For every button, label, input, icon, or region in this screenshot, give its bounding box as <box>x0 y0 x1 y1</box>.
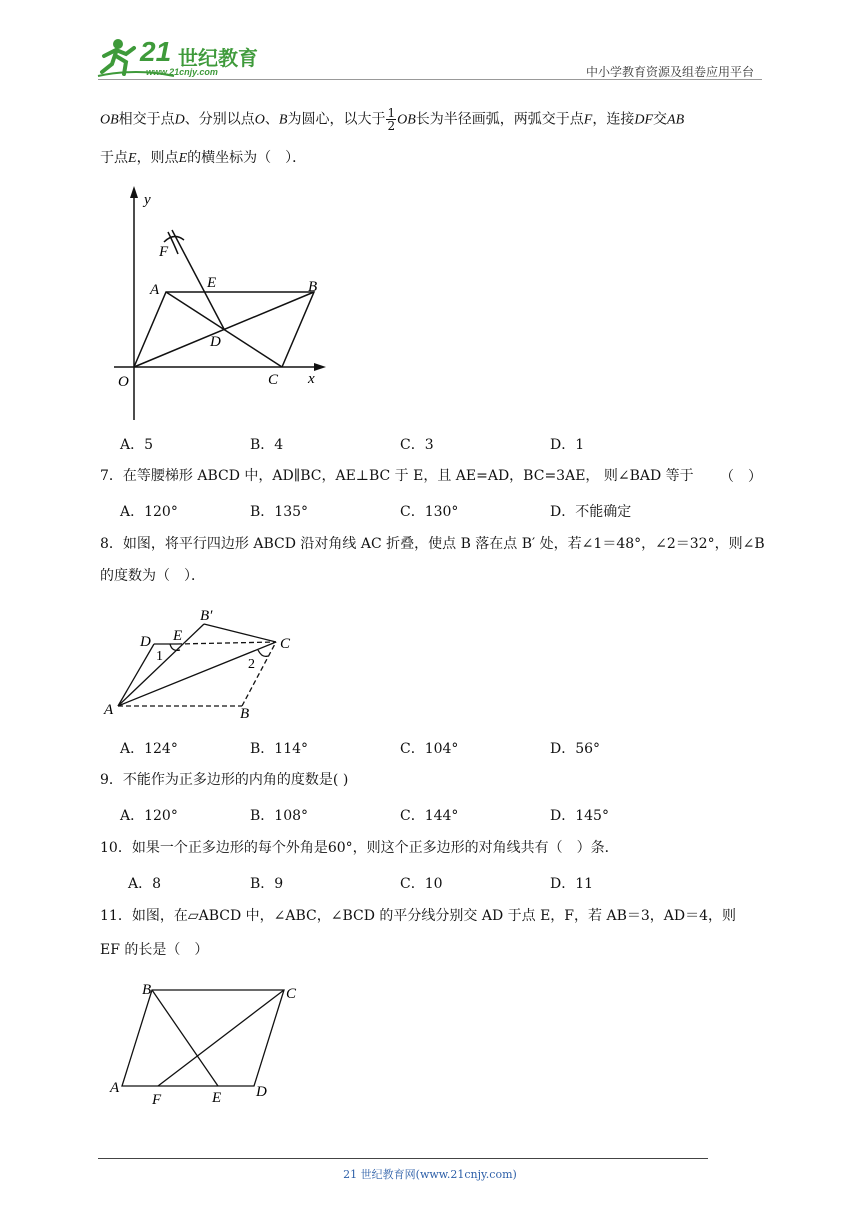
q11-line2: EF 的长是（ ） <box>100 942 209 958</box>
angle-1-label: 1 <box>156 649 163 664</box>
q10-text: 10．如果一个正多边形的每个外角是60°，则这个正多边形的对角线共有（ ）条． <box>100 840 619 856</box>
q8-line1: 8．如图，将平行四边形 ABCD 沿对角线 AC 折叠，使点 B 落在点 B′ 处，若∠1＝48°，∠2＝32°，则∠B <box>100 536 765 552</box>
q6-option-c[interactable]: C．3 <box>400 437 434 453</box>
q9-option-d[interactable]: D．145° <box>550 808 609 824</box>
label-A: A <box>104 702 114 718</box>
logo-url: www.21cnjy.com <box>146 67 218 77</box>
angle-2-label: 2 <box>248 657 255 672</box>
label-O: O <box>118 374 129 390</box>
q8-figure <box>100 600 310 725</box>
label-E: E <box>212 1090 222 1106</box>
q8-option-c[interactable]: C．104° <box>400 741 459 757</box>
q6-figure <box>110 184 340 424</box>
label-A: A <box>110 1080 120 1096</box>
label-F: F <box>152 1092 162 1108</box>
logo-number: 21 <box>140 36 172 67</box>
q7-option-a[interactable]: A．120° <box>120 504 178 520</box>
q6-option-a[interactable]: A．5 <box>120 437 154 453</box>
y-axis-label: y <box>144 192 151 208</box>
half-fraction: $\frac{1}{2}$ <box>387 106 396 133</box>
label-B: B <box>240 706 250 722</box>
label-B: B <box>308 279 318 295</box>
q9-text: 9．不能作为正多边形的内角的度数是( ) <box>100 772 349 788</box>
label-B: B <box>142 982 152 998</box>
footer-link[interactable]: 21 世纪教育网(www.21cnjy.com) <box>343 1168 517 1181</box>
q6-line1: OB相交于点D、分别以点O、B为圆心，以大于 $\frac{1}{2}$ OB长为半径画弧，两弧交于点F，连接DF交AB <box>100 106 685 133</box>
label-E: E <box>173 628 183 644</box>
q9-option-b[interactable]: B．108° <box>250 808 309 824</box>
q6-option-d[interactable]: D．1 <box>550 437 585 453</box>
header-divider <box>98 79 762 80</box>
q10-option-b[interactable]: B．9 <box>250 876 284 892</box>
q7-answer-bracket: （ ） <box>720 469 762 485</box>
q7-option-d[interactable]: D．不能确定 <box>550 504 632 520</box>
q10-option-a[interactable]: A．8 <box>128 876 162 892</box>
q7-text: 7．在等腰梯形 ABCD 中，AD∥BC，AE⊥BC 于 E，且 AE=AD，BC=3AE， 则∠BAD 等于 <box>100 468 694 484</box>
label-B-prime: B′ <box>200 608 213 624</box>
q7-option-c[interactable]: C．130° <box>400 504 459 520</box>
q11-line1: 11．如图，在▱ABCD 中，∠ABC，∠BCD 的平分线分别交 AD 于点 E，F，若 AB＝3，AD＝4，则 <box>100 908 737 924</box>
label-A: A <box>150 282 160 298</box>
label-C: C <box>280 636 291 652</box>
q8-option-a[interactable]: A．124° <box>120 741 178 757</box>
q8-option-d[interactable]: D．56° <box>550 741 601 757</box>
footer-divider <box>98 1158 708 1159</box>
header-platform-text: 中小学教育资源及组卷应用平台 <box>585 65 754 79</box>
x-axis-label: x <box>308 371 315 387</box>
q10-option-d[interactable]: D．11 <box>550 876 594 892</box>
q11-figure <box>108 976 308 1108</box>
label-F: F <box>159 244 169 260</box>
label-D: D <box>210 334 221 350</box>
q7-option-b[interactable]: B．135° <box>250 504 309 520</box>
q9-option-c[interactable]: C．144° <box>400 808 459 824</box>
label-C: C <box>286 986 297 1002</box>
logo-chinese: 世纪教育 <box>178 46 258 70</box>
label-C: C <box>268 372 279 388</box>
label-D: D <box>140 634 151 650</box>
label-D: D <box>256 1084 267 1100</box>
q6-option-b[interactable]: B．4 <box>250 437 284 453</box>
label-E: E <box>207 275 217 291</box>
q8-line2: 的度数为（ ）． <box>100 568 205 584</box>
logo <box>96 34 266 80</box>
q6-line2: 于点E，则点E的横坐标为（ ）． <box>100 150 307 166</box>
q9-option-a[interactable]: A．120° <box>120 808 178 824</box>
q8-option-b[interactable]: B．114° <box>250 741 309 757</box>
q10-option-c[interactable]: C．10 <box>400 876 443 892</box>
